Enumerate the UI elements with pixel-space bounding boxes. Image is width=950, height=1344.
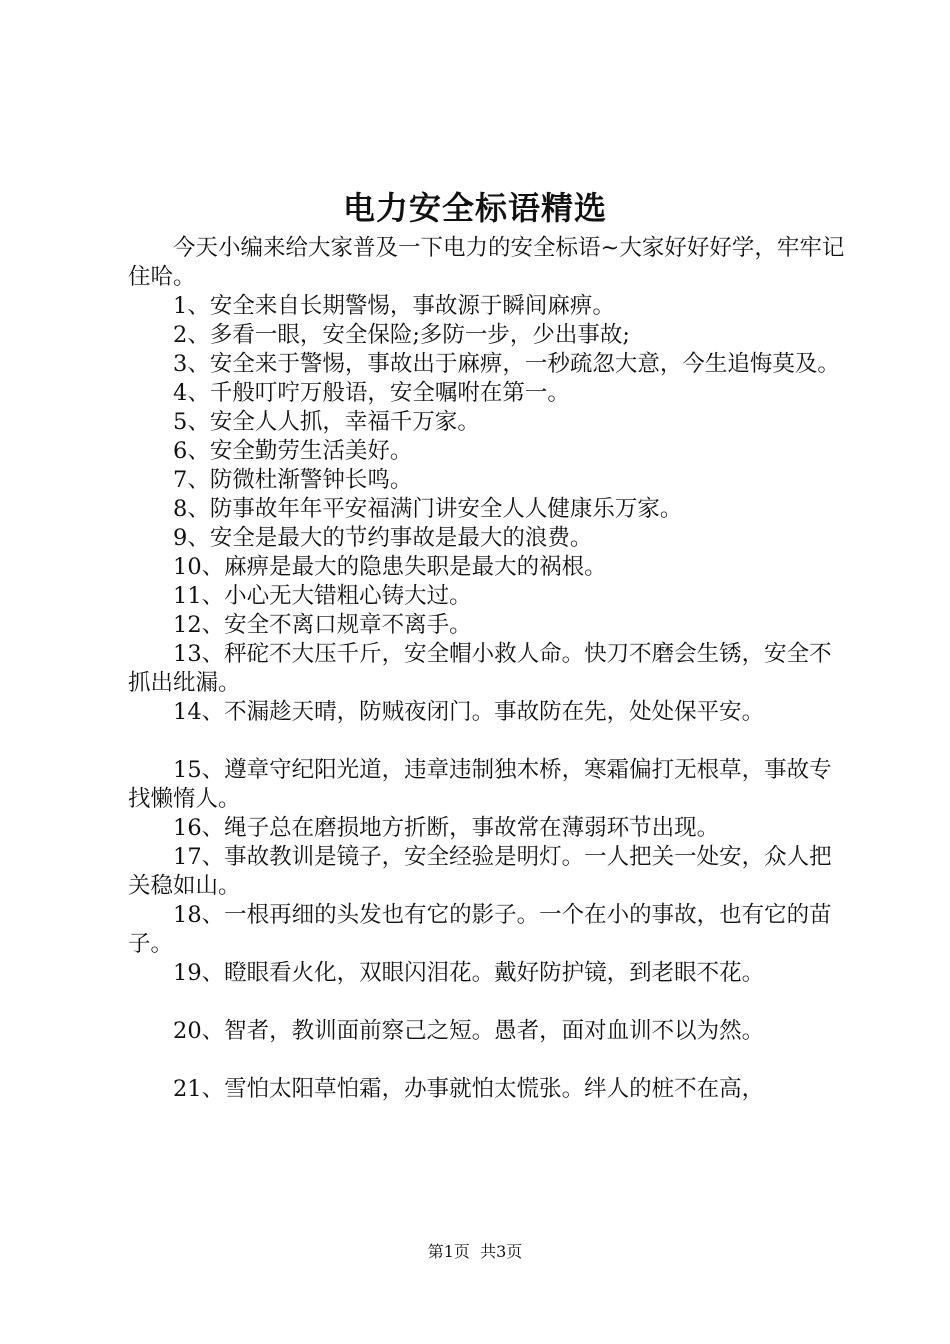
slogan-item: 2、多看一眼，安全保险;多防一步，少出事故; [173, 322, 630, 348]
slogan-item: 16、绳子总在磨损地方折断，事故常在薄弱环节出现。 [173, 815, 720, 841]
slogan-item: 14、不漏趁天晴，防贼夜闭门。事故防在先，处处保平安。 [173, 699, 765, 725]
slogan-item: 4、千般叮咛万般语，安全嘱咐在第一。 [173, 380, 570, 406]
slogan-item: 21、雪怕太阳草怕霜，办事就怕太慌张。绊人的桩不在高， [173, 1076, 765, 1102]
footer-spacer [470, 1242, 480, 1261]
slogan-item: 18、一根再细的头发也有它的影子。一个在小的事故，也有它的苗子。 [128, 902, 832, 957]
page-footer [0, 1241, 950, 1263]
page-number: 第1页 [427, 1242, 470, 1261]
slogan-item: 17、事故教训是镜子，安全经验是明灯。一人把关一处安，众人把关稳如山。 [128, 844, 832, 899]
slogan-item: 7、防微杜渐警钟长鸣。 [173, 467, 413, 493]
slogan-item: 6、安全勤劳生活美好。 [173, 438, 413, 464]
page-total: 共3页 [480, 1242, 523, 1261]
document-body [128, 234, 848, 1104]
slogan-item: 15、遵章守纪阳光道，违章违制独木桥，寒霜偏打无根草，事故专找懒惰人。 [128, 757, 832, 812]
slogan-item: 12、安全不离口规章不离手。 [173, 612, 472, 638]
slogan-item: 19、瞪眼看火化，双眼闪泪花。戴好防护镜，到老眼不花。 [173, 960, 765, 986]
document-title: 电力安全标语精选 [342, 189, 607, 227]
slogan-item: 8、防事故年年平安福满门讲安全人人健康乐万家。 [173, 496, 683, 522]
slogan-item: 1、安全来自长期警惕，事故源于瞬间麻痹。 [173, 293, 615, 319]
slogan-item: 10、麻痹是最大的隐患失职是最大的祸根。 [173, 554, 607, 580]
slogan-item: 9、安全是最大的节约事故是最大的浪费。 [173, 525, 593, 551]
slogan-item: 3、安全来于警惕，事故出于麻痹，一秒疏忽大意，今生追悔莫及。 [173, 351, 840, 377]
slogan-item: 20、智者，教训面前察己之短。愚者，面对血训不以为然。 [173, 1018, 765, 1044]
slogan-item: 13、秤砣不大压千斤，安全帽小救人命。快刀不磨会生锈，安全不抓出纰漏。 [128, 641, 832, 696]
slogan-item: 11、小心无大错粗心铸大过。 [173, 583, 472, 609]
slogan-item: 5、安全人人抓，幸福千万家。 [173, 409, 480, 435]
intro-paragraph: 今天小编来给大家普及一下电力的安全标语~大家好好好学，牢牢记住哈。 [128, 235, 845, 290]
